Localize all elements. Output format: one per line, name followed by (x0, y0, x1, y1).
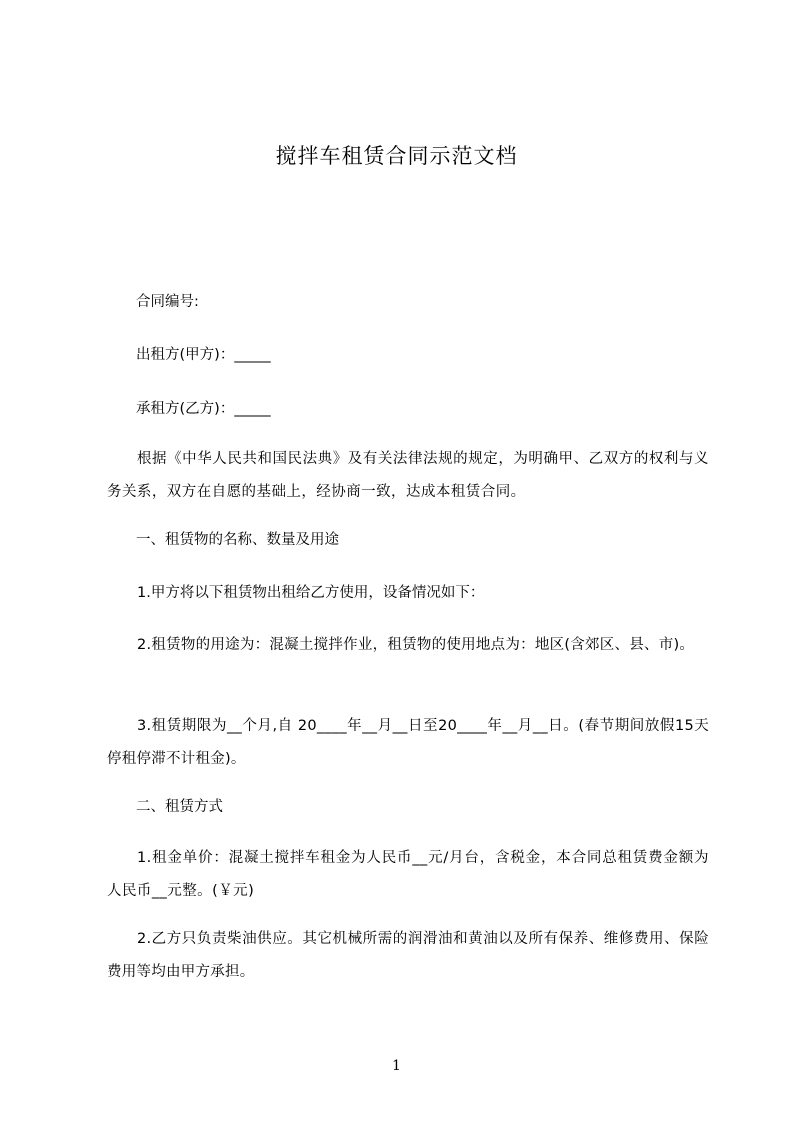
section-1-clause-1: 1.甲方将以下租赁物出租给乙方使用，设备情况如下： (137, 585, 485, 601)
section-1-heading: 一、租赁物的名称、数量及用途 (136, 532, 339, 548)
section-2-clause-2: 2.乙方只负责柴油供应。其它机械所需的润滑油和黄油以及所有保养、维修费用、保险费用等均由甲方承担。 (107, 931, 709, 980)
section-2-heading: 二、租赁方式 (136, 799, 223, 815)
section-1-clause-2: 2.租赁物的用途为：混凝土搅拌作业，租赁物的使用地点为：地区(含郊区、县、市)。 (137, 637, 695, 653)
section-1-clause-3: 3.租赁期限为__个月,自 20____年__月__日至20____年__月__日。(春节期间放假15天停租停滞不计租金)。 (107, 718, 709, 767)
lessee-label: 承租方(乙方)：_____ (136, 401, 271, 417)
document-title: 搅拌车租赁合同示范文档 (275, 144, 518, 168)
preamble-paragraph: 根据《中华人民共和国民法典》及有关法律法规的规定，为明确甲、乙双方的权利与义务关系，双方在自愿的基础上，经协商一致，达成本租赁合同。 (107, 451, 709, 500)
lessor-label: 出租方(甲方)：_____ (136, 347, 271, 363)
contract-number-label: 合同编号: (136, 294, 199, 310)
page-number: 1 (392, 1058, 401, 1074)
section-2-clause-1: 1.租金单价：混凝土搅拌车租金为人民币__元/月台，含税金，本合同总租赁费金额为人民币__元整。(￥元) (107, 850, 709, 899)
